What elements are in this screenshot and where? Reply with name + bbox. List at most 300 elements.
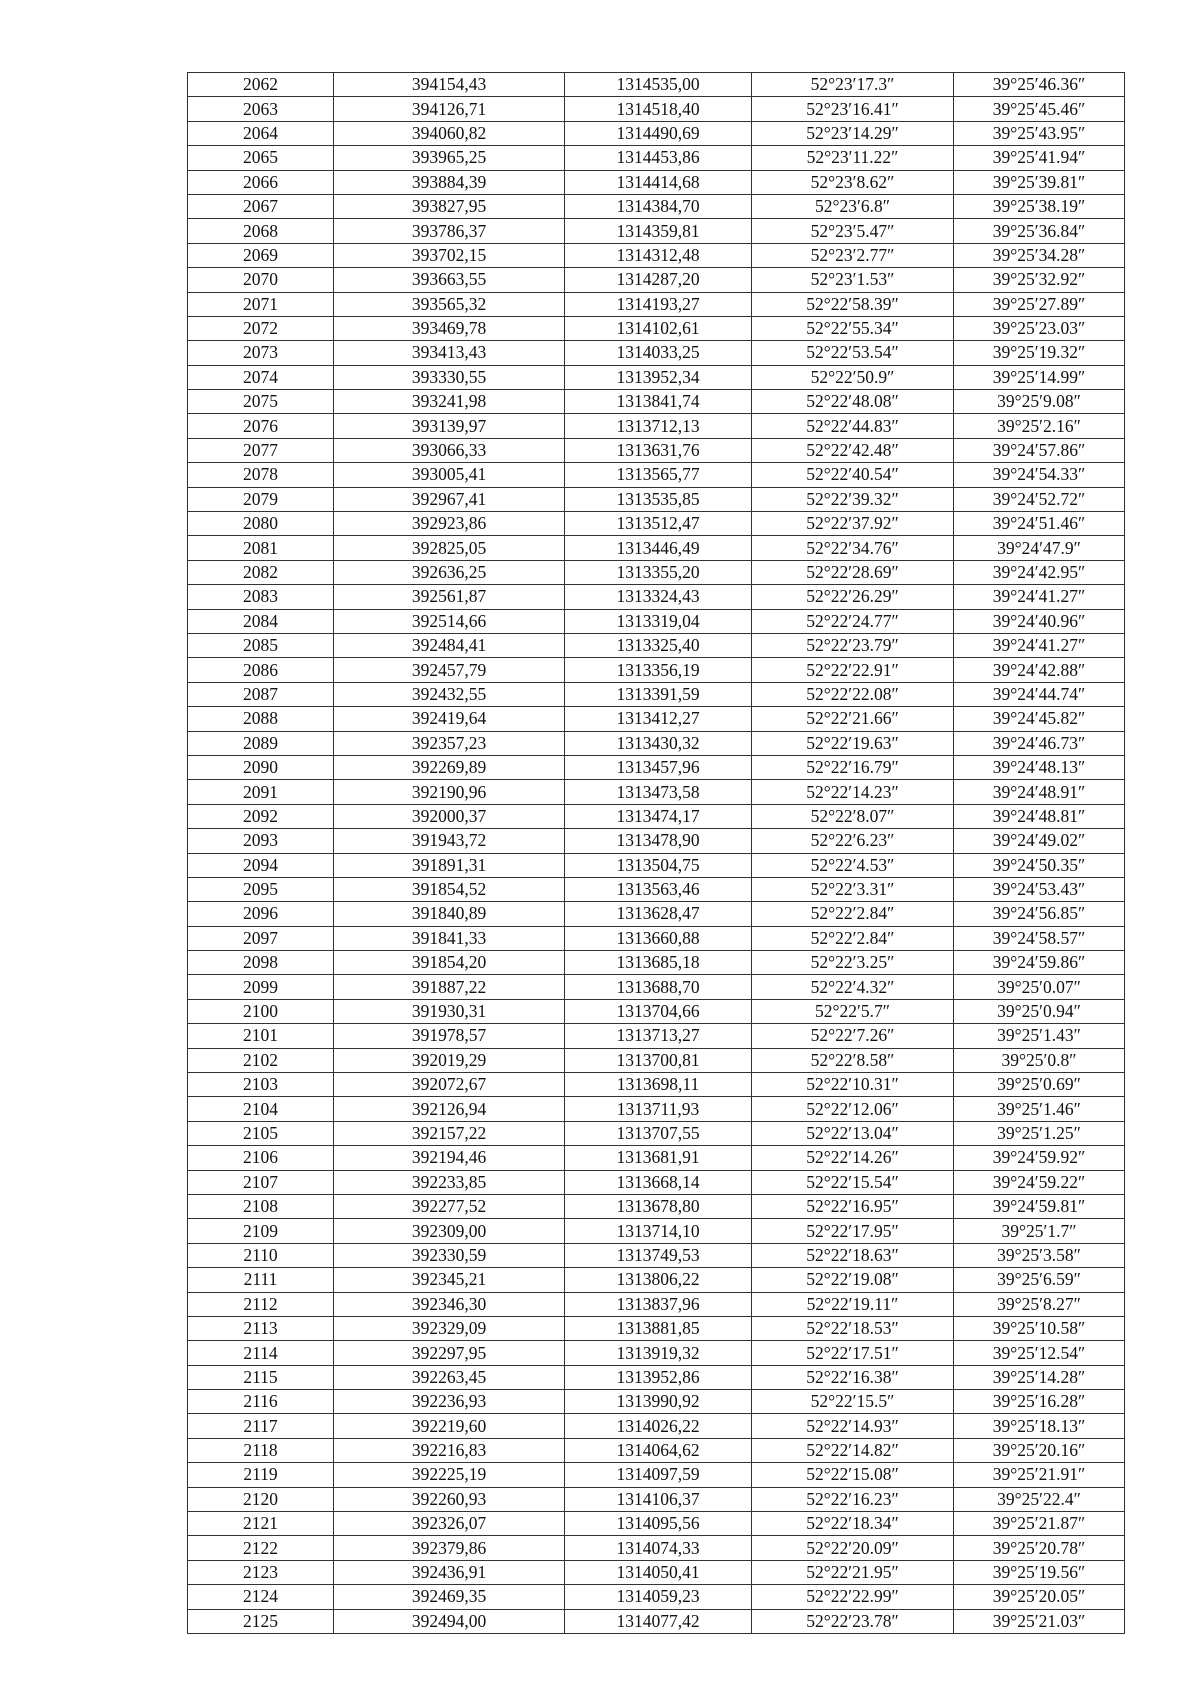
point-number-cell: 2107	[188, 1170, 334, 1194]
point-number-cell: 2102	[188, 1048, 334, 1072]
longitude-cell: 39°24′56.85″	[954, 902, 1125, 926]
latitude-cell: 52°22′20.09″	[752, 1536, 954, 1560]
y-coordinate-cell: 1313712,13	[565, 414, 752, 438]
y-coordinate-cell: 1313412,27	[565, 707, 752, 731]
latitude-cell: 52°22′14.23″	[752, 780, 954, 804]
x-coordinate-cell: 392330,59	[334, 1243, 565, 1267]
table-row	[188, 633, 1125, 657]
point-number-cell: 2062	[188, 73, 334, 97]
x-coordinate-cell: 392263,45	[334, 1365, 565, 1389]
latitude-cell: 52°22′2.84″	[752, 926, 954, 950]
table-row	[188, 1146, 1125, 1170]
latitude-cell: 52°22′6.23″	[752, 829, 954, 853]
longitude-cell: 39°24′42.95″	[954, 560, 1125, 584]
point-number-cell: 2125	[188, 1609, 334, 1633]
latitude-cell: 52°23′6.8″	[752, 194, 954, 218]
x-coordinate-cell: 392967,41	[334, 487, 565, 511]
y-coordinate-cell: 1313919,32	[565, 1341, 752, 1365]
x-coordinate-cell: 392379,86	[334, 1536, 565, 1560]
point-number-cell: 2116	[188, 1390, 334, 1414]
latitude-cell: 52°22′15.08″	[752, 1463, 954, 1487]
longitude-cell: 39°25′10.58″	[954, 1316, 1125, 1340]
y-coordinate-cell: 1313698,11	[565, 1073, 752, 1097]
latitude-cell: 52°22′23.78″	[752, 1609, 954, 1633]
longitude-cell: 39°25′45.46″	[954, 97, 1125, 121]
x-coordinate-cell: 393469,78	[334, 316, 565, 340]
y-coordinate-cell: 1313430,32	[565, 731, 752, 755]
table-row	[188, 170, 1125, 194]
table-row	[188, 1024, 1125, 1048]
table-row	[188, 1609, 1125, 1633]
point-number-cell: 2083	[188, 585, 334, 609]
y-coordinate-cell: 1313990,92	[565, 1390, 752, 1414]
point-number-cell: 2122	[188, 1536, 334, 1560]
x-coordinate-cell: 392000,37	[334, 804, 565, 828]
point-number-cell: 2103	[188, 1073, 334, 1097]
y-coordinate-cell: 1313714,10	[565, 1219, 752, 1243]
table-row	[188, 1268, 1125, 1292]
point-number-cell: 2106	[188, 1146, 334, 1170]
x-coordinate-cell: 392072,67	[334, 1073, 565, 1097]
x-coordinate-cell: 392419,64	[334, 707, 565, 731]
point-number-cell: 2097	[188, 926, 334, 950]
latitude-cell: 52°22′16.23″	[752, 1487, 954, 1511]
x-coordinate-cell: 393565,32	[334, 292, 565, 316]
latitude-cell: 52°22′17.95″	[752, 1219, 954, 1243]
x-coordinate-cell: 393884,39	[334, 170, 565, 194]
table-row	[188, 341, 1125, 365]
y-coordinate-cell: 1314359,81	[565, 219, 752, 243]
point-number-cell: 2070	[188, 268, 334, 292]
y-coordinate-cell: 1313837,96	[565, 1292, 752, 1316]
longitude-cell: 39°24′58.57″	[954, 926, 1125, 950]
latitude-cell: 52°22′19.08″	[752, 1268, 954, 1292]
latitude-cell: 52°22′55.34″	[752, 316, 954, 340]
x-coordinate-cell: 392126,94	[334, 1097, 565, 1121]
point-number-cell: 2078	[188, 463, 334, 487]
table-row	[188, 1073, 1125, 1097]
latitude-cell: 52°22′58.39″	[752, 292, 954, 316]
table-row	[188, 1170, 1125, 1194]
x-coordinate-cell: 392233,85	[334, 1170, 565, 1194]
point-number-cell: 2108	[188, 1194, 334, 1218]
point-number-cell: 2098	[188, 951, 334, 975]
table-row	[188, 951, 1125, 975]
table-row	[188, 1121, 1125, 1145]
longitude-cell: 39°25′20.16″	[954, 1438, 1125, 1462]
longitude-cell: 39°25′1.7″	[954, 1219, 1125, 1243]
x-coordinate-cell: 392194,46	[334, 1146, 565, 1170]
x-coordinate-cell: 392219,60	[334, 1414, 565, 1438]
y-coordinate-cell: 1313563,46	[565, 877, 752, 901]
latitude-cell: 52°22′22.99″	[752, 1585, 954, 1609]
point-number-cell: 2118	[188, 1438, 334, 1462]
latitude-cell: 52°23′11.22″	[752, 146, 954, 170]
longitude-cell: 39°25′20.78″	[954, 1536, 1125, 1560]
latitude-cell: 52°22′18.34″	[752, 1512, 954, 1536]
latitude-cell: 52°22′18.53″	[752, 1316, 954, 1340]
longitude-cell: 39°25′1.25″	[954, 1121, 1125, 1145]
longitude-cell: 39°25′6.59″	[954, 1268, 1125, 1292]
x-coordinate-cell: 392157,22	[334, 1121, 565, 1145]
latitude-cell: 52°22′37.92″	[752, 512, 954, 536]
point-number-cell: 2120	[188, 1487, 334, 1511]
table-row	[188, 1243, 1125, 1267]
x-coordinate-cell: 392469,35	[334, 1585, 565, 1609]
x-coordinate-cell: 394060,82	[334, 121, 565, 145]
x-coordinate-cell: 392190,96	[334, 780, 565, 804]
longitude-cell: 39°25′23.03″	[954, 316, 1125, 340]
point-number-cell: 2075	[188, 390, 334, 414]
latitude-cell: 52°22′14.26″	[752, 1146, 954, 1170]
longitude-cell: 39°25′0.94″	[954, 999, 1125, 1023]
longitude-cell: 39°25′21.91″	[954, 1463, 1125, 1487]
y-coordinate-cell: 1313473,58	[565, 780, 752, 804]
point-number-cell: 2112	[188, 1292, 334, 1316]
longitude-cell: 39°25′32.92″	[954, 268, 1125, 292]
latitude-cell: 52°23′5.47″	[752, 219, 954, 243]
latitude-cell: 52°22′15.5″	[752, 1390, 954, 1414]
point-number-cell: 2101	[188, 1024, 334, 1048]
longitude-cell: 39°24′48.81″	[954, 804, 1125, 828]
point-number-cell: 2084	[188, 609, 334, 633]
latitude-cell: 52°23′17.3″	[752, 73, 954, 97]
point-number-cell: 2114	[188, 1341, 334, 1365]
latitude-cell: 52°22′22.08″	[752, 682, 954, 706]
x-coordinate-cell: 392484,41	[334, 633, 565, 657]
longitude-cell: 39°25′1.46″	[954, 1097, 1125, 1121]
table-row	[188, 414, 1125, 438]
point-number-cell: 2113	[188, 1316, 334, 1340]
table-row	[188, 121, 1125, 145]
point-number-cell: 2104	[188, 1097, 334, 1121]
point-number-cell: 2063	[188, 97, 334, 121]
y-coordinate-cell: 1314384,70	[565, 194, 752, 218]
point-number-cell: 2074	[188, 365, 334, 389]
y-coordinate-cell: 1313660,88	[565, 926, 752, 950]
point-number-cell: 2093	[188, 829, 334, 853]
y-coordinate-cell: 1313881,85	[565, 1316, 752, 1340]
point-number-cell: 2090	[188, 755, 334, 779]
point-number-cell: 2071	[188, 292, 334, 316]
point-number-cell: 2105	[188, 1121, 334, 1145]
y-coordinate-cell: 1314453,86	[565, 146, 752, 170]
latitude-cell: 52°22′16.95″	[752, 1194, 954, 1218]
latitude-cell: 52°22′48.08″	[752, 390, 954, 414]
table-row	[188, 390, 1125, 414]
longitude-cell: 39°25′2.16″	[954, 414, 1125, 438]
table-row	[188, 97, 1125, 121]
point-number-cell: 2082	[188, 560, 334, 584]
y-coordinate-cell: 1313631,76	[565, 438, 752, 462]
y-coordinate-cell: 1313356,19	[565, 658, 752, 682]
x-coordinate-cell: 393965,25	[334, 146, 565, 170]
longitude-cell: 39°25′18.13″	[954, 1414, 1125, 1438]
table-row	[188, 1048, 1125, 1072]
table-row	[188, 877, 1125, 901]
longitude-cell: 39°25′19.32″	[954, 341, 1125, 365]
longitude-cell: 39°25′12.54″	[954, 1341, 1125, 1365]
y-coordinate-cell: 1313565,77	[565, 463, 752, 487]
y-coordinate-cell: 1314287,20	[565, 268, 752, 292]
table-row	[188, 1292, 1125, 1316]
x-coordinate-cell: 393702,15	[334, 243, 565, 267]
y-coordinate-cell: 1314050,41	[565, 1560, 752, 1584]
point-number-cell: 2064	[188, 121, 334, 145]
point-number-cell: 2072	[188, 316, 334, 340]
y-coordinate-cell: 1313952,34	[565, 365, 752, 389]
point-number-cell: 2087	[188, 682, 334, 706]
x-coordinate-cell: 391840,89	[334, 902, 565, 926]
latitude-cell: 52°22′3.31″	[752, 877, 954, 901]
x-coordinate-cell: 391943,72	[334, 829, 565, 853]
latitude-cell: 52°22′28.69″	[752, 560, 954, 584]
table-row	[188, 512, 1125, 536]
x-coordinate-cell: 392514,66	[334, 609, 565, 633]
latitude-cell: 52°22′12.06″	[752, 1097, 954, 1121]
table-row	[188, 1560, 1125, 1584]
longitude-cell: 39°24′59.86″	[954, 951, 1125, 975]
latitude-cell: 52°22′44.83″	[752, 414, 954, 438]
x-coordinate-cell: 392494,00	[334, 1609, 565, 1633]
point-number-cell: 2077	[188, 438, 334, 462]
point-number-cell: 2086	[188, 658, 334, 682]
y-coordinate-cell: 1314026,22	[565, 1414, 752, 1438]
table-row	[188, 1414, 1125, 1438]
x-coordinate-cell: 392923,86	[334, 512, 565, 536]
latitude-cell: 52°22′19.63″	[752, 731, 954, 755]
x-coordinate-cell: 392457,79	[334, 658, 565, 682]
longitude-cell: 39°25′19.56″	[954, 1560, 1125, 1584]
table-row	[188, 780, 1125, 804]
longitude-cell: 39°24′40.96″	[954, 609, 1125, 633]
latitude-cell: 52°22′24.77″	[752, 609, 954, 633]
x-coordinate-cell: 393005,41	[334, 463, 565, 487]
x-coordinate-cell: 392260,93	[334, 1487, 565, 1511]
longitude-cell: 39°24′57.86″	[954, 438, 1125, 462]
y-coordinate-cell: 1314097,59	[565, 1463, 752, 1487]
latitude-cell: 52°22′40.54″	[752, 463, 954, 487]
y-coordinate-cell: 1313678,80	[565, 1194, 752, 1218]
latitude-cell: 52°22′22.91″	[752, 658, 954, 682]
latitude-cell: 52°23′14.29″	[752, 121, 954, 145]
latitude-cell: 52°22′13.04″	[752, 1121, 954, 1145]
longitude-cell: 39°24′44.74″	[954, 682, 1125, 706]
y-coordinate-cell: 1313504,75	[565, 853, 752, 877]
y-coordinate-cell: 1314490,69	[565, 121, 752, 145]
longitude-cell: 39°25′34.28″	[954, 243, 1125, 267]
longitude-cell: 39°25′8.27″	[954, 1292, 1125, 1316]
longitude-cell: 39°25′21.03″	[954, 1609, 1125, 1633]
y-coordinate-cell: 1314518,40	[565, 97, 752, 121]
y-coordinate-cell: 1313324,43	[565, 585, 752, 609]
table-row	[188, 1097, 1125, 1121]
y-coordinate-cell: 1314106,37	[565, 1487, 752, 1511]
y-coordinate-cell: 1313474,17	[565, 804, 752, 828]
longitude-cell: 39°24′59.22″	[954, 1170, 1125, 1194]
table-row	[188, 194, 1125, 218]
table-row	[188, 1487, 1125, 1511]
x-coordinate-cell: 391841,33	[334, 926, 565, 950]
y-coordinate-cell: 1314074,33	[565, 1536, 752, 1560]
y-coordinate-cell: 1313681,91	[565, 1146, 752, 1170]
latitude-cell: 52°22′21.66″	[752, 707, 954, 731]
longitude-cell: 39°24′47.9″	[954, 536, 1125, 560]
table-row	[188, 365, 1125, 389]
table-row	[188, 1390, 1125, 1414]
y-coordinate-cell: 1314312,48	[565, 243, 752, 267]
point-number-cell: 2099	[188, 975, 334, 999]
table-row	[188, 73, 1125, 97]
longitude-cell: 39°24′50.35″	[954, 853, 1125, 877]
latitude-cell: 52°22′42.48″	[752, 438, 954, 462]
y-coordinate-cell: 1313749,53	[565, 1243, 752, 1267]
table-row	[188, 1341, 1125, 1365]
table-row	[188, 804, 1125, 828]
y-coordinate-cell: 1313446,49	[565, 536, 752, 560]
coordinates-table	[187, 72, 1125, 1634]
point-number-cell: 2094	[188, 853, 334, 877]
y-coordinate-cell: 1314102,61	[565, 316, 752, 340]
longitude-cell: 39°25′41.94″	[954, 146, 1125, 170]
latitude-cell: 52°22′26.29″	[752, 585, 954, 609]
table-row	[188, 926, 1125, 950]
longitude-cell: 39°24′49.02″	[954, 829, 1125, 853]
x-coordinate-cell: 393827,95	[334, 194, 565, 218]
table-row	[188, 560, 1125, 584]
x-coordinate-cell: 393663,55	[334, 268, 565, 292]
table-row	[188, 585, 1125, 609]
latitude-cell: 52°22′5.7″	[752, 999, 954, 1023]
x-coordinate-cell: 392309,00	[334, 1219, 565, 1243]
point-number-cell: 2069	[188, 243, 334, 267]
point-number-cell: 2080	[188, 512, 334, 536]
y-coordinate-cell: 1313325,40	[565, 633, 752, 657]
longitude-cell: 39°24′46.73″	[954, 731, 1125, 755]
longitude-cell: 39°25′0.07″	[954, 975, 1125, 999]
x-coordinate-cell: 393330,55	[334, 365, 565, 389]
y-coordinate-cell: 1314414,68	[565, 170, 752, 194]
table-row	[188, 1536, 1125, 1560]
x-coordinate-cell: 392346,30	[334, 1292, 565, 1316]
latitude-cell: 52°22′50.9″	[752, 365, 954, 389]
x-coordinate-cell: 391891,31	[334, 853, 565, 877]
y-coordinate-cell: 1313628,47	[565, 902, 752, 926]
table-row	[188, 755, 1125, 779]
x-coordinate-cell: 394126,71	[334, 97, 565, 121]
y-coordinate-cell: 1313535,85	[565, 487, 752, 511]
longitude-cell: 39°24′53.43″	[954, 877, 1125, 901]
latitude-cell: 52°22′34.76″	[752, 536, 954, 560]
x-coordinate-cell: 392019,29	[334, 1048, 565, 1072]
point-number-cell: 2081	[188, 536, 334, 560]
x-coordinate-cell: 392345,21	[334, 1268, 565, 1292]
point-number-cell: 2068	[188, 219, 334, 243]
x-coordinate-cell: 393241,98	[334, 390, 565, 414]
point-number-cell: 2109	[188, 1219, 334, 1243]
x-coordinate-cell: 392216,83	[334, 1438, 565, 1462]
table-row	[188, 1585, 1125, 1609]
longitude-cell: 39°24′54.33″	[954, 463, 1125, 487]
table-row	[188, 292, 1125, 316]
x-coordinate-cell: 392825,05	[334, 536, 565, 560]
table-row	[188, 1512, 1125, 1536]
latitude-cell: 52°22′8.58″	[752, 1048, 954, 1072]
point-number-cell: 2100	[188, 999, 334, 1023]
table-row	[188, 1438, 1125, 1462]
latitude-cell: 52°22′19.11″	[752, 1292, 954, 1316]
table-row	[188, 219, 1125, 243]
x-coordinate-cell: 392225,19	[334, 1463, 565, 1487]
longitude-cell: 39°25′22.4″	[954, 1487, 1125, 1511]
point-number-cell: 2115	[188, 1365, 334, 1389]
latitude-cell: 52°22′14.93″	[752, 1414, 954, 1438]
x-coordinate-cell: 393413,43	[334, 341, 565, 365]
y-coordinate-cell: 1313707,55	[565, 1121, 752, 1145]
y-coordinate-cell: 1313700,81	[565, 1048, 752, 1072]
table-row	[188, 1219, 1125, 1243]
longitude-cell: 39°25′27.89″	[954, 292, 1125, 316]
table-row	[188, 536, 1125, 560]
latitude-cell: 52°23′8.62″	[752, 170, 954, 194]
latitude-cell: 52°22′18.63″	[752, 1243, 954, 1267]
latitude-cell: 52°22′23.79″	[752, 633, 954, 657]
longitude-cell: 39°24′52.72″	[954, 487, 1125, 511]
y-coordinate-cell: 1313841,74	[565, 390, 752, 414]
x-coordinate-cell: 393786,37	[334, 219, 565, 243]
y-coordinate-cell: 1313478,90	[565, 829, 752, 853]
y-coordinate-cell: 1314064,62	[565, 1438, 752, 1462]
y-coordinate-cell: 1313355,20	[565, 560, 752, 584]
longitude-cell: 39°25′38.19″	[954, 194, 1125, 218]
longitude-cell: 39°25′9.08″	[954, 390, 1125, 414]
x-coordinate-cell: 391854,52	[334, 877, 565, 901]
x-coordinate-cell: 392329,09	[334, 1316, 565, 1340]
latitude-cell: 52°22′8.07″	[752, 804, 954, 828]
point-number-cell: 2095	[188, 877, 334, 901]
x-coordinate-cell: 392269,89	[334, 755, 565, 779]
table-row	[188, 902, 1125, 926]
point-number-cell: 2110	[188, 1243, 334, 1267]
table-row	[188, 1194, 1125, 1218]
latitude-cell: 52°22′4.32″	[752, 975, 954, 999]
point-number-cell: 2096	[188, 902, 334, 926]
latitude-cell: 52°22′4.53″	[752, 853, 954, 877]
longitude-cell: 39°24′41.27″	[954, 633, 1125, 657]
x-coordinate-cell: 392277,52	[334, 1194, 565, 1218]
y-coordinate-cell: 1314077,42	[565, 1609, 752, 1633]
y-coordinate-cell: 1313391,59	[565, 682, 752, 706]
longitude-cell: 39°25′39.81″	[954, 170, 1125, 194]
table-row	[188, 268, 1125, 292]
y-coordinate-cell: 1313685,18	[565, 951, 752, 975]
x-coordinate-cell: 394154,43	[334, 73, 565, 97]
latitude-cell: 52°22′16.38″	[752, 1365, 954, 1389]
table-row	[188, 829, 1125, 853]
longitude-cell: 39°25′43.95″	[954, 121, 1125, 145]
latitude-cell: 52°22′14.82″	[752, 1438, 954, 1462]
table-row	[188, 609, 1125, 633]
longitude-cell: 39°25′0.8″	[954, 1048, 1125, 1072]
y-coordinate-cell: 1313952,86	[565, 1365, 752, 1389]
point-number-cell: 2088	[188, 707, 334, 731]
table-row	[188, 999, 1125, 1023]
table-row	[188, 731, 1125, 755]
latitude-cell: 52°22′17.51″	[752, 1341, 954, 1365]
table-row	[188, 853, 1125, 877]
x-coordinate-cell: 391887,22	[334, 975, 565, 999]
table-row	[188, 243, 1125, 267]
